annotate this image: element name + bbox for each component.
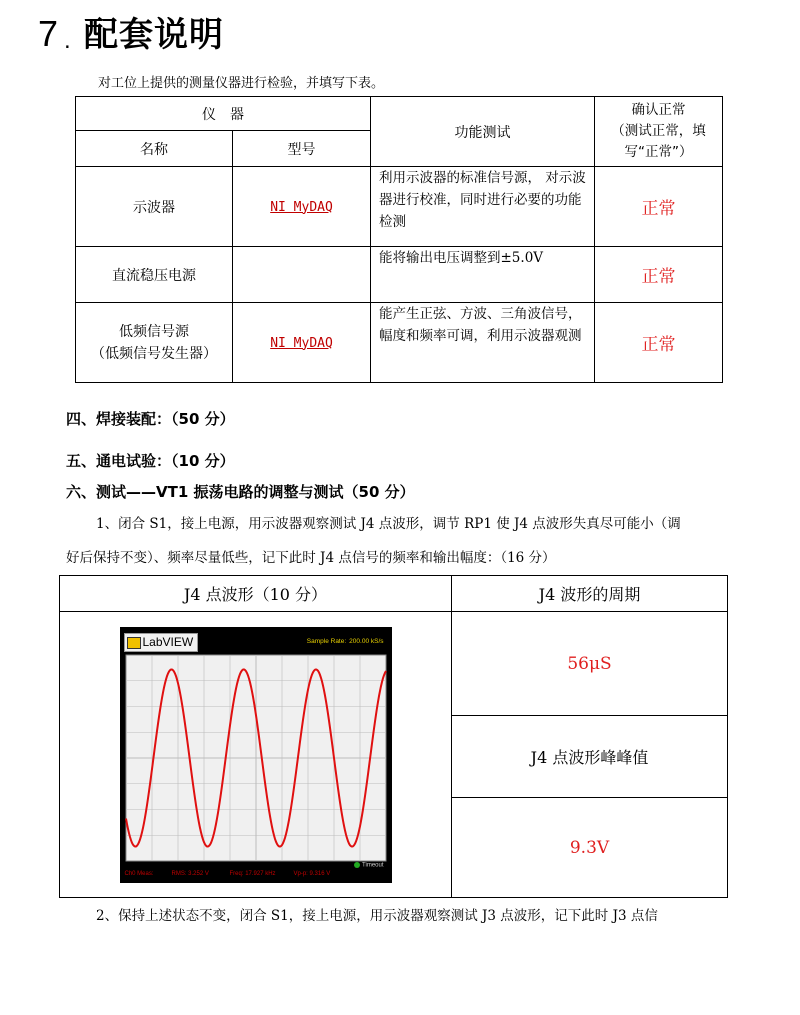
table-row (76, 303, 723, 383)
model-value: NI MyDAQ (270, 199, 333, 215)
paragraph-line: 好后保持不变）、频率尽量低些，记下此时 J4 点信号的频率和输出幅度：（16 分） (66, 550, 556, 566)
logo-text: LabVIEW (142, 634, 194, 649)
period-value-cell (452, 612, 728, 716)
status-value: 正常 (641, 199, 676, 219)
measure-channel: Ch0 Meas: (124, 870, 154, 877)
page-title: 配套说明 (84, 15, 224, 55)
header-period: J4 波形的周期 (452, 576, 728, 612)
instrument-name: 示波器 (76, 167, 233, 247)
pp-label-cell: J4 点波形峰峰值 (452, 716, 728, 798)
labview-icon (127, 637, 141, 649)
sample-rate-label: Sample Rate: (306, 637, 347, 645)
instrument-model (233, 303, 371, 383)
sample-rate-value: 200.00 kS/s (349, 637, 384, 645)
table-row (76, 167, 723, 247)
period-value: 56μS (567, 653, 612, 674)
instrument-table (75, 96, 723, 383)
timeout-indicator (354, 862, 383, 869)
oscilloscope-screenshot (120, 627, 392, 883)
waveform-cell (60, 612, 452, 898)
instrument-name: 低频信号源 （低频信号发生器） (76, 303, 233, 383)
intro-text: 对工位上提供的测量仪器进行检验，并填写下表。 (98, 76, 385, 91)
model-value: NI MyDAQ (270, 335, 333, 351)
paragraph-line: 1、闭合 S1，接上电源，用示波器观察测试 J4 点波形，调节 RP1 使 J4 点波形失真尽可能小（调 (96, 516, 681, 532)
header-waveform: J4 点波形（10 分） (60, 576, 452, 612)
function-test-text: 能将输出电压调整到±5.0V (371, 247, 595, 303)
section-heading: 四、焊接装配：（50 分） (66, 410, 235, 428)
labview-logo (124, 633, 199, 652)
rms-label: RMS: (171, 870, 187, 877)
timeout-label: Timeout (362, 862, 384, 869)
measure-rms (172, 871, 209, 877)
led-icon (354, 862, 360, 868)
header-function-test: 功能测试 (371, 97, 595, 167)
status-value: 正常 (641, 267, 676, 287)
header-instrument: 仪 器 (76, 97, 371, 131)
waveform-table (59, 575, 728, 898)
measure-vpp (294, 871, 331, 877)
section-heading: 六、测试——VT1 振荡电路的调整与测试（50 分） (66, 483, 415, 501)
instrument-name: 直流稳压电源 (76, 247, 233, 303)
pp-value-cell (452, 798, 728, 898)
header-confirm: 确认正常 （测试正常，填写“正常”） (595, 97, 723, 167)
instrument-model (233, 167, 371, 247)
status-cell (595, 247, 723, 303)
sample-rate (304, 638, 384, 645)
title-number: 7 (38, 13, 59, 54)
status-cell (595, 303, 723, 383)
status-cell (595, 167, 723, 247)
pp-value: 9.3V (569, 837, 610, 858)
title-dot: . (64, 27, 71, 54)
freq-value: 17.927 kHz (245, 870, 276, 877)
status-value: 正常 (641, 335, 676, 355)
section-heading: 五、通电试验：（10 分） (66, 452, 235, 470)
measure-freq (230, 871, 276, 877)
header-name: 名称 (76, 131, 233, 167)
header-model: 型号 (233, 131, 371, 167)
freq-label: Freq: (229, 870, 244, 877)
oscilloscope-display (120, 627, 392, 883)
function-test-text: 能产生正弦、方波、三角波信号，幅度和频率可调，利用示波器观测 (371, 303, 595, 383)
rms-value: 3.252 V (188, 870, 209, 877)
vpp-value: 9.316 V (309, 870, 331, 877)
table-row (76, 247, 723, 303)
paragraph-line: 2、保持上述状态不变，闭合 S1，接上电源，用示波器观察测试 J3 点波形，记下此时 J3 点信 (96, 908, 658, 924)
instrument-model (233, 247, 371, 303)
function-test-text: 利用示波器的标准信号源， 对示波器进行校准，同时进行必要的功能检测 (371, 167, 595, 247)
vpp-label: Vp-p: (293, 870, 308, 877)
